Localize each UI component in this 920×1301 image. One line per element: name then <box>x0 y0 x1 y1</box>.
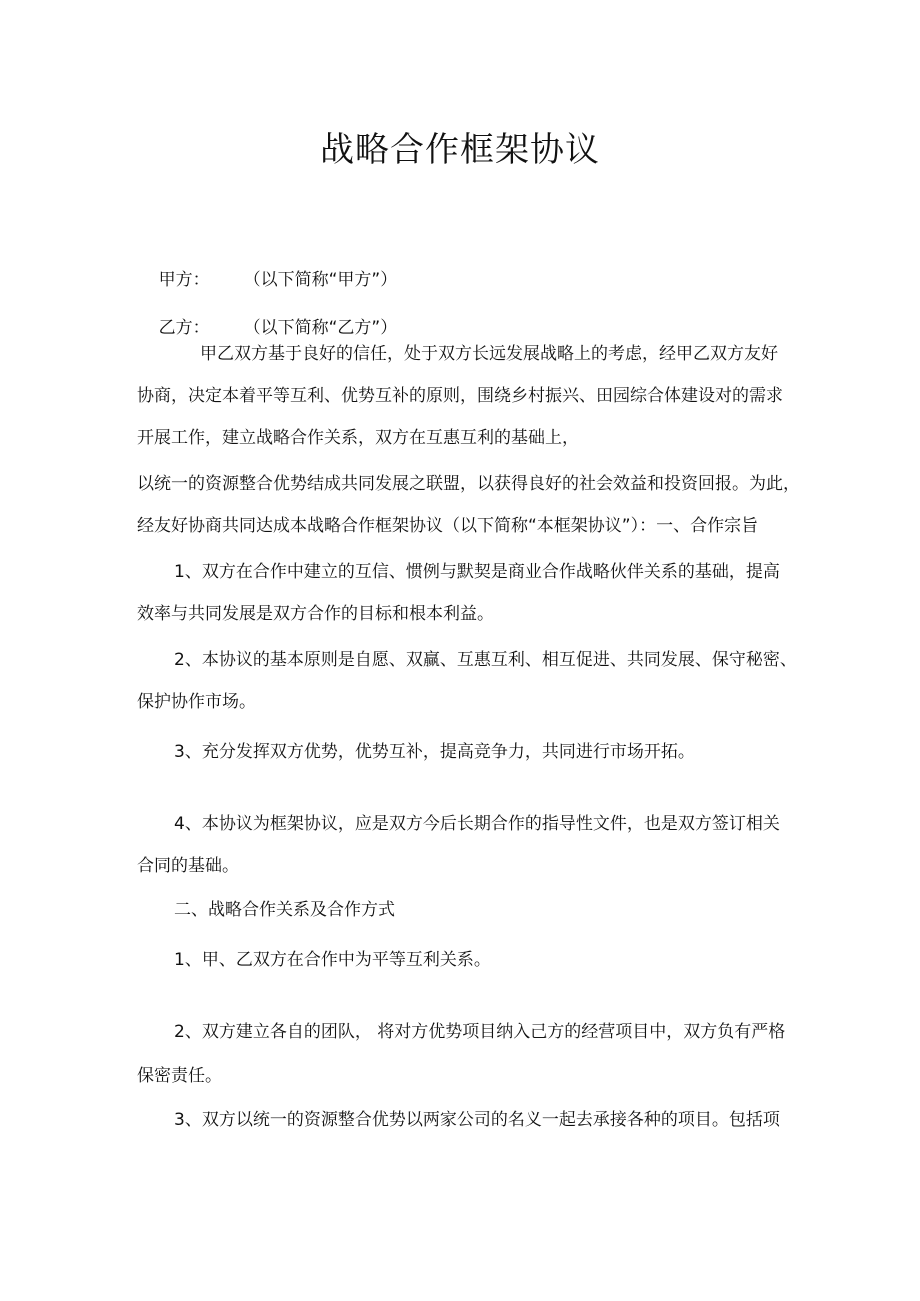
party-a-note: （以下简称“甲方”） <box>243 270 398 290</box>
section1-item1-line1: 1、双方在合作中建立的互信、惯例与默契是商业合作战略伙伴关系的基础，提高 <box>174 562 780 582</box>
section1-item4-line1: 4、本协议为框架协议，应是双方今后长期合作的指导性文件，也是双方签订相关 <box>174 814 780 834</box>
section1-item1-line2: 效率与共同发展是双方合作的目标和根本利益。 <box>137 604 494 624</box>
section1-item3: 3、充分发挥双方优势，优势互补，提高竞争力，共同进行市场开拓。 <box>174 742 695 762</box>
section2-item3: 3、双方以统一的资源整合优势以两家公司的名义一起去承接各种的项目。包括项 <box>174 1110 780 1130</box>
intro-line-4: 以统一的资源整合优势结成共同发展之联盟，以获得良好的社会效益和投资回报。为此， <box>137 474 800 494</box>
intro-line-1: 甲乙双方基于良好的信任，处于双方长远发展战略上的考虑，经甲乙双方友好 <box>200 344 778 364</box>
section1-item2-line1: 2、本协议的基本原则是自愿、双赢、互惠互利、相互促进、共同发展、保守秘密、 <box>174 650 797 670</box>
intro-line-3: 开展工作，建立战略合作关系，双方在互惠互利的基础上， <box>137 428 579 448</box>
document-title: 战略合作框架协议 <box>320 130 600 170</box>
party-b-note: （以下简称“乙方”） <box>243 318 398 338</box>
party-b-label: 乙方： <box>158 318 210 338</box>
party-a-label: 甲方： <box>158 270 210 290</box>
intro-line-5: 经友好协商共同达成本战略合作框架协议（以下简称“本框架协议”）：一、合作宗旨 <box>137 516 759 536</box>
section2-item2-line2: 保密责任。 <box>137 1066 222 1086</box>
intro-line-2: 协商，决定本着平等互利、优势互补的原则，围绕乡村振兴、田园综合体建设对的需求 <box>137 386 783 406</box>
section2-heading: 二、战略合作关系及合作方式 <box>174 900 395 920</box>
section2-item2-line1: 2、双方建立各自的团队， 将对方优势项目纳入己方的经营项目中，双方负有严格 <box>174 1022 786 1042</box>
section1-item2-line2: 保护协作市场。 <box>137 692 256 712</box>
section2-item1: 1、甲、乙双方在合作中为平等互利关系。 <box>174 950 491 970</box>
section1-item4-line2: 合同的基础。 <box>137 856 239 876</box>
